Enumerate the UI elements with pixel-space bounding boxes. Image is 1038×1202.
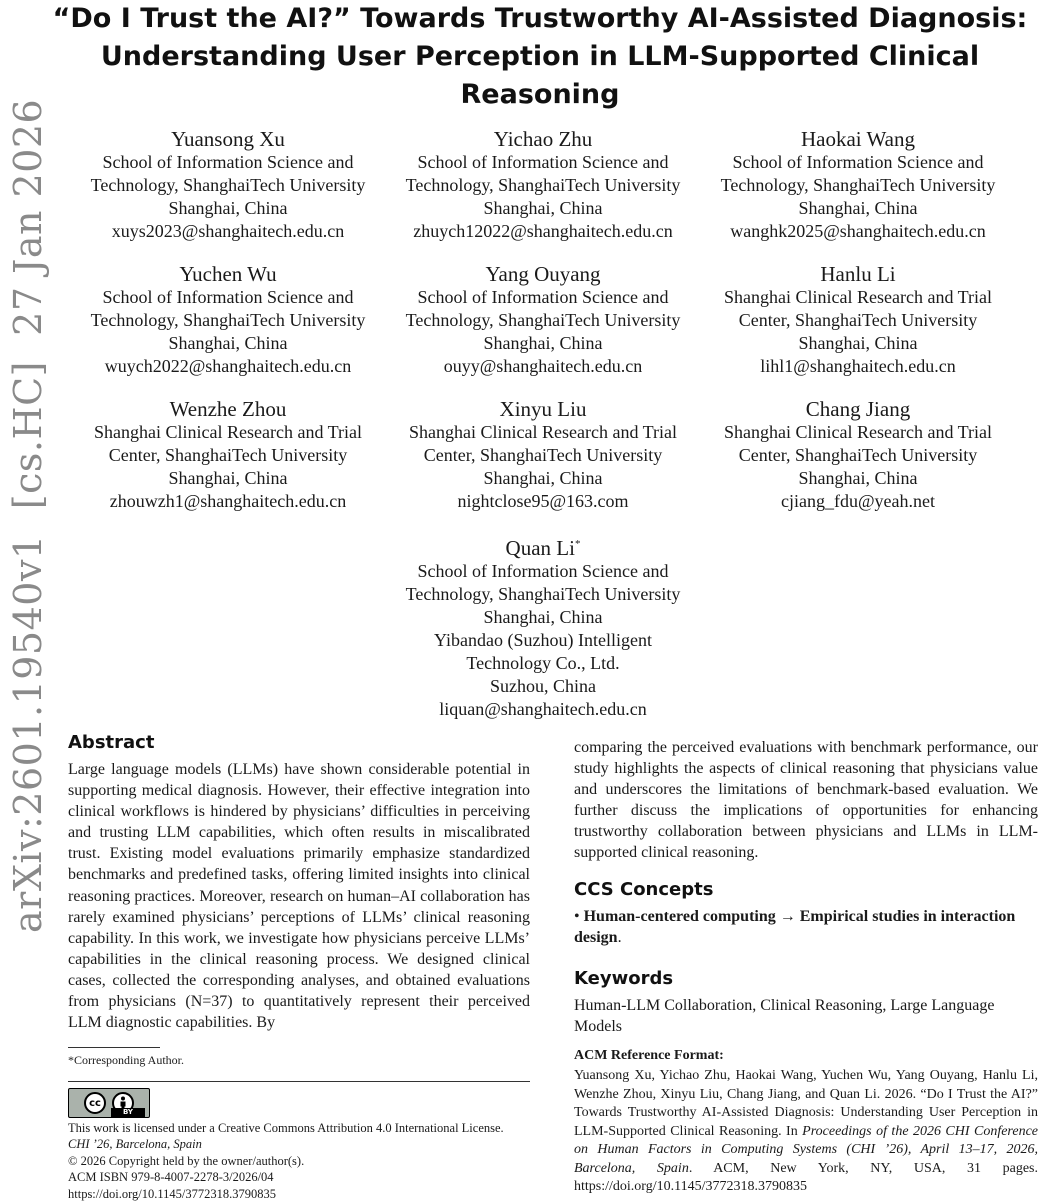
author-affiliation-line: Technology, ShanghaiTech University <box>720 175 996 195</box>
author-affiliation-line: Suzhou, China <box>490 676 596 696</box>
author-block <box>698 127 1018 243</box>
author-block <box>698 397 1018 513</box>
author-affiliation-line: Yibandao (Suzhou) Intelligent <box>434 630 652 650</box>
ccs-concept: Human-centered computing <box>583 908 776 925</box>
cc-by-badge <box>68 1088 530 1118</box>
author-affiliation-line: School of Information Science and <box>417 152 669 172</box>
ccs-subconcept: Empirical studies in interaction design <box>574 908 1016 947</box>
author-name: Chang Jiang <box>805 397 911 421</box>
keywords-text: Human-LLM Collaboration, Clinical Reasoning, Large Language Models <box>574 997 995 1036</box>
author-affiliation-line: Technology, ShanghaiTech University <box>405 175 681 195</box>
abstract-text: Large language models (LLMs) have shown considerable potential in supporting medical diagnosis. However, their effective integration into clinical workflows is hindered by physicians’ difficulties in perceiving and trusting LLM capabilities, which often results in miscalibrated trust. Existing model evaluations primarily emphasize standardized benchmarks and predefined tasks, offering limited insights into clinical reasoning practices. Moreover, research on human–AI collaboration has rarely examined physicians’ perceptions of LLMs’ clinical reasoning capability. In this work, we investigate how physicians perceive LLMs’ capabilities in the clinical reasoning process. We designed clinical cases, collected the corresponding analyses, and obtained evaluations from physicians (N=37) to quantitatively represent their perceived LLM diagnostic capabilities. By <box>68 761 530 1032</box>
author-email[interactable]: xuys2023@shanghaitech.edu.cn <box>111 221 345 241</box>
author-name: Yang Ouyang <box>485 262 601 286</box>
author-affiliation-line: Shanghai, China <box>168 333 288 353</box>
author-affiliation-line: Shanghai, China <box>483 333 603 353</box>
footnote: *Corresponding Author. <box>68 1053 184 1067</box>
author-block <box>383 532 703 721</box>
author-affiliation-line: Technology, ShanghaiTech University <box>90 175 366 195</box>
author-name: Haokai Wang <box>801 127 915 151</box>
author-affiliation-line: Technology, ShanghaiTech University <box>405 310 681 330</box>
author-name: Wenzhe Zhou <box>169 397 287 421</box>
author-block <box>383 262 703 378</box>
author-block <box>68 262 388 378</box>
author-affiliation-line: Shanghai, China <box>168 468 288 488</box>
author-affiliation-line: Center, ShanghaiTech University <box>738 310 978 330</box>
author-affiliation-line: School of Information Science and <box>732 152 984 172</box>
author-block <box>383 397 703 513</box>
author-name: Hanlu Li <box>820 262 896 286</box>
arxiv-identifier: arXiv:2601.19540v1 [cs.HC] 27 Jan 2026 <box>6 98 50 933</box>
author-affiliation-line: Technology, ShanghaiTech University <box>90 310 366 330</box>
author-block <box>68 127 388 243</box>
author-affiliation-line: Shanghai, China <box>168 198 288 218</box>
abstract-section <box>68 732 530 1033</box>
license-text: This work is licensed under a Creative Commons Attribution 4.0 International License. <box>68 1121 504 1135</box>
author-email[interactable]: wanghk2025@shanghaitech.edu.cn <box>730 221 986 241</box>
author-name: Xinyu Liu <box>499 397 587 421</box>
author-email[interactable]: wuych2022@shanghaitech.edu.cn <box>104 356 352 376</box>
license-venue: CHI ’26, Barcelona, Spain <box>68 1137 202 1152</box>
author-affiliation-line: Technology, ShanghaiTech University <box>405 584 681 604</box>
paper-title: “Do I Trust the AI?” Towards Trustworthy AI-Assisted Diagnosis: Understanding User Perception in LLM-Supported Clinical Reasoning <box>52 3 1028 110</box>
author-affiliation-line: Center, ShanghaiTech University <box>423 445 663 465</box>
keywords-heading: Keywords <box>574 968 674 989</box>
cc-icon: cc <box>84 1092 106 1114</box>
author-name: Yuchen Wu <box>179 262 277 286</box>
abstract-continued-section <box>574 737 1038 864</box>
ccs-section <box>574 879 1038 948</box>
author-affiliation-line: School of Information Science and <box>102 287 354 307</box>
acm-reference-venue: Proceedings of the 2026 CHI Conference on Human Factors in Computing Systems (CHI ’26), April 13–17, 2026, Barcelona, Spain <box>574 1123 1038 1176</box>
author-email[interactable]: nightclose95@163.com <box>457 491 629 511</box>
keywords-section <box>574 968 1038 1037</box>
ccs-bullet: • <box>574 908 580 925</box>
by-label: BY <box>111 1108 145 1117</box>
acm-reference-heading: ACM Reference Format: <box>574 1048 724 1063</box>
author-block <box>698 262 1018 378</box>
author-email[interactable]: zhuych12022@shanghaitech.edu.cn <box>413 221 673 241</box>
author-name: Quan Li* <box>505 536 581 560</box>
ccs-heading: CCS Concepts <box>574 879 714 900</box>
author-affiliation-line: Shanghai Clinical Research and Trial <box>94 422 362 442</box>
author-affiliation-line: Shanghai, China <box>483 198 603 218</box>
license-rule <box>68 1081 530 1082</box>
license-doi[interactable]: https://doi.org/10.1145/3772318.3790835 <box>68 1186 276 1201</box>
author-name: Yichao Zhu <box>493 127 593 151</box>
license-copyright: © 2026 Copyright held by the owner/author(s). <box>68 1153 305 1168</box>
author-affiliation-line: Shanghai, China <box>483 468 603 488</box>
author-email[interactable]: ouyy@shanghaitech.edu.cn <box>443 356 643 376</box>
license-isbn: ACM ISBN 979-8-4007-2278-3/2026/04 <box>68 1170 274 1185</box>
author-email[interactable]: zhouwzh1@shanghaitech.edu.cn <box>109 491 347 511</box>
ccs-arrow: → <box>779 908 796 925</box>
author-affiliation-line: School of Information Science and <box>102 152 354 172</box>
acm-reference-section <box>574 1048 1038 1197</box>
author-name: Yuansong Xu <box>171 127 285 151</box>
author-email[interactable]: lihl1@shanghaitech.edu.cn <box>760 356 956 376</box>
author-affiliation-line: Shanghai Clinical Research and Trial <box>409 422 677 442</box>
license-block <box>68 1120 530 1202</box>
abstract-heading: Abstract <box>68 732 155 753</box>
author-email[interactable]: cjiang_fdu@yeah.net <box>780 491 936 511</box>
author-affiliation-line: Center, ShanghaiTech University <box>738 445 978 465</box>
author-affiliation-line: Shanghai, China <box>798 333 918 353</box>
author-affiliation-line: Shanghai Clinical Research and Trial <box>724 422 992 442</box>
ccs-end: . <box>617 929 622 947</box>
author-affiliation-line: Shanghai, China <box>798 468 918 488</box>
author-affiliation-line: Shanghai Clinical Research and Trial <box>724 287 992 307</box>
author-affiliation-line: Shanghai, China <box>798 198 918 218</box>
footnote-rule <box>68 1047 160 1048</box>
corresponding-author-mark: * <box>574 538 581 550</box>
author-affiliation-line: Center, ShanghaiTech University <box>108 445 348 465</box>
author-email[interactable]: liquan@shanghaitech.edu.cn <box>439 699 647 719</box>
author-affiliation-line: Shanghai, China <box>483 607 603 627</box>
author-affiliation-line: Technology Co., Ltd. <box>466 653 620 673</box>
author-block <box>383 127 703 243</box>
ccs-concepts <box>574 906 1038 948</box>
abstract-continued-text: comparing the perceived evaluations with benchmark performance, our study highlights the aspects of clinical reasoning that physicians value and underscores the limitations of benchmark-based evaluation. We further discuss the implications of opportunities for enhancing trustworthy collaboration between physicians and LLMs in LLM-supported clinical reasoning. <box>574 739 1038 862</box>
author-affiliation-line: School of Information Science and <box>417 561 669 581</box>
acm-reference-text: Yuansong Xu, Yichao Zhu, Haokai Wang, Yuchen Wu, Yang Ouyang, Hanlu Li, Wenzhe Zhou, Xinyu Liu, Chang Jiang, and Quan Li. 2026. “Do I Trust the AI?” Towards Trustworthy AI-Assisted Diagnosis: Understanding User Perception in LLM-Supported Clinical Reasoning. In Proceedings of the 2026 CHI Conference on Human Factors in Computing Systems (CHI ’26), April 13–17, 2026, Barcelona, Spain. ACM, New York, NY, USA, 31 pages. https://doi.org/10.1145/3772318.3790835 <box>574 1068 1038 1194</box>
author-affiliation-line: School of Information Science and <box>417 287 669 307</box>
author-block <box>68 397 388 513</box>
